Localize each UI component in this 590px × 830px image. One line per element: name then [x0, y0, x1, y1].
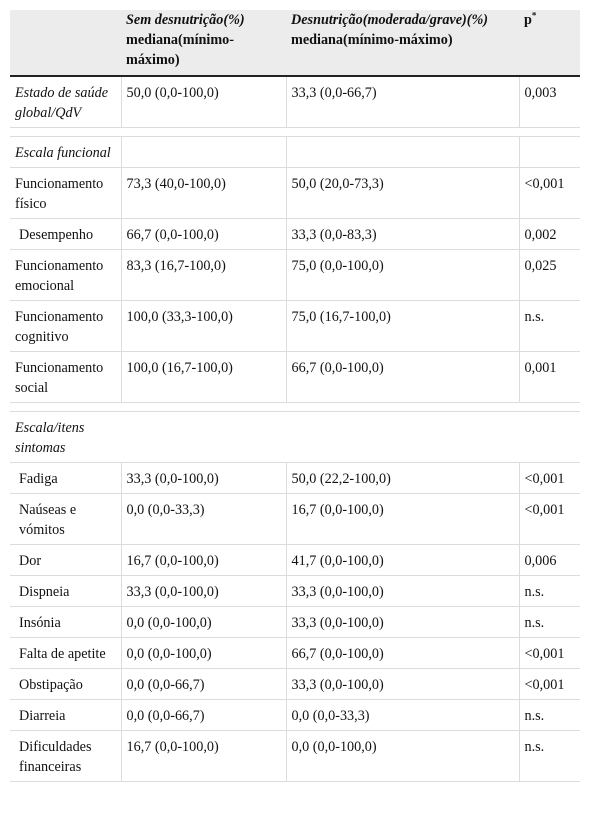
row-label: Insónia — [10, 607, 121, 638]
row-value-malnutrition: 0,0 (0,0-33,3) — [286, 700, 519, 731]
header-cell-p-value — [519, 10, 580, 76]
spacer-row — [10, 403, 580, 412]
row-p-value: 0,006 — [519, 545, 580, 576]
section-empty-cell — [121, 412, 580, 463]
row-label: Dor — [10, 545, 121, 576]
row-label: Obstipação — [10, 669, 121, 700]
table-row — [10, 301, 580, 352]
row-value-malnutrition: 50,0 (20,0-73,3) — [286, 168, 519, 219]
row-value-no-malnutrition: 50,0 (0,0-100,0) — [121, 76, 286, 128]
row-value-no-malnutrition: 33,3 (0,0-100,0) — [121, 576, 286, 607]
header-cell-no-malnutrition — [121, 10, 286, 76]
row-label: Funcionamento cognitivo — [10, 301, 121, 352]
row-value-no-malnutrition: 0,0 (0,0-66,7) — [121, 700, 286, 731]
row-value-malnutrition: 0,0 (0,0-100,0) — [286, 731, 519, 782]
table-row — [10, 545, 580, 576]
row-value-malnutrition: 33,3 (0,0-66,7) — [286, 76, 519, 128]
section-title: Escala funcional — [10, 137, 121, 168]
table-row — [10, 607, 580, 638]
table-row — [10, 168, 580, 219]
row-label: Dificuldades financeiras — [10, 731, 121, 782]
table-row — [10, 494, 580, 545]
row-value-malnutrition: 75,0 (0,0-100,0) — [286, 250, 519, 301]
row-p-value: n.s. — [519, 607, 580, 638]
row-value-malnutrition: 33,3 (0,0-100,0) — [286, 576, 519, 607]
row-value-no-malnutrition: 66,7 (0,0-100,0) — [121, 219, 286, 250]
table-row — [10, 463, 580, 494]
table-body — [10, 76, 580, 782]
header-no-malnutrition-subtitle: mediana(mínimo-máximo) — [126, 32, 234, 68]
section-symptom-scale — [10, 412, 580, 463]
table-row — [10, 250, 580, 301]
table-row-global-health — [10, 76, 580, 128]
section-empty-cell — [519, 137, 580, 168]
header-p-label: p — [524, 12, 532, 28]
row-label: Funcionamento social — [10, 352, 121, 403]
row-value-malnutrition: 33,3 (0,0-100,0) — [286, 607, 519, 638]
table-row — [10, 669, 580, 700]
row-p-value: <0,001 — [519, 494, 580, 545]
section-empty-cell — [121, 137, 286, 168]
row-p-value: n.s. — [519, 576, 580, 607]
row-label: Funcionamento emocional — [10, 250, 121, 301]
row-value-no-malnutrition: 0,0 (0,0-100,0) — [121, 638, 286, 669]
row-value-malnutrition: 33,3 (0,0-83,3) — [286, 219, 519, 250]
row-p-value: 0,025 — [519, 250, 580, 301]
table-row — [10, 638, 580, 669]
row-p-value: n.s. — [519, 731, 580, 782]
header-cell-label — [10, 10, 121, 76]
header-malnutrition-title: Desnutrição(moderada/grave)(%) — [291, 12, 489, 28]
table-row — [10, 576, 580, 607]
spacer-row — [10, 128, 580, 137]
row-label: Funcionamento físico — [10, 168, 121, 219]
row-label: Dispneia — [10, 576, 121, 607]
spacer-cell — [10, 128, 580, 137]
qol-comparison-table — [10, 10, 580, 782]
row-label: Fadiga — [10, 463, 121, 494]
row-value-no-malnutrition: 100,0 (16,7-100,0) — [121, 352, 286, 403]
row-p-value: 0,001 — [519, 352, 580, 403]
row-value-malnutrition: 50,0 (22,2-100,0) — [286, 463, 519, 494]
row-label: Diarreia — [10, 700, 121, 731]
row-value-no-malnutrition: 73,3 (40,0-100,0) — [121, 168, 286, 219]
row-value-no-malnutrition: 0,0 (0,0-33,3) — [121, 494, 286, 545]
row-value-malnutrition: 66,7 (0,0-100,0) — [286, 352, 519, 403]
table-row — [10, 352, 580, 403]
row-label: Falta de apetite — [10, 638, 121, 669]
table-row — [10, 700, 580, 731]
row-p-value: <0,001 — [519, 669, 580, 700]
row-p-value: 0,003 — [519, 76, 580, 128]
row-value-malnutrition: 75,0 (16,7-100,0) — [286, 301, 519, 352]
row-label: Estado de saúde global/QdV — [10, 76, 121, 128]
header-cell-malnutrition — [286, 10, 519, 76]
spacer-cell — [10, 403, 580, 412]
row-value-malnutrition: 16,7 (0,0-100,0) — [286, 494, 519, 545]
row-value-malnutrition: 41,7 (0,0-100,0) — [286, 545, 519, 576]
header-p-footnote-mark: * — [531, 10, 537, 21]
row-value-no-malnutrition: 0,0 (0,0-66,7) — [121, 669, 286, 700]
row-label: Naúseas e vómitos — [10, 494, 121, 545]
row-value-no-malnutrition: 100,0 (33,3-100,0) — [121, 301, 286, 352]
row-value-malnutrition: 66,7 (0,0-100,0) — [286, 638, 519, 669]
section-title: Escala/itens sintomas — [10, 412, 121, 463]
table-row — [10, 731, 580, 782]
row-value-no-malnutrition: 16,7 (0,0-100,0) — [121, 731, 286, 782]
section-functional-scale — [10, 137, 580, 168]
section-empty-cell — [286, 137, 519, 168]
row-p-value: n.s. — [519, 700, 580, 731]
table-header — [10, 10, 580, 76]
row-value-no-malnutrition: 0,0 (0,0-100,0) — [121, 607, 286, 638]
header-malnutrition-subtitle: mediana(mínimo-máximo) — [291, 32, 453, 48]
row-p-value: <0,001 — [519, 463, 580, 494]
table-row — [10, 219, 580, 250]
header-row — [10, 10, 580, 76]
row-p-value: <0,001 — [519, 168, 580, 219]
row-p-value: <0,001 — [519, 638, 580, 669]
row-p-value: 0,002 — [519, 219, 580, 250]
row-value-malnutrition: 33,3 (0,0-100,0) — [286, 669, 519, 700]
row-value-no-malnutrition: 83,3 (16,7-100,0) — [121, 250, 286, 301]
header-no-malnutrition-title: Sem desnutrição(%) — [126, 12, 245, 28]
row-p-value: n.s. — [519, 301, 580, 352]
row-label: Desempenho — [10, 219, 121, 250]
row-value-no-malnutrition: 33,3 (0,0-100,0) — [121, 463, 286, 494]
row-value-no-malnutrition: 16,7 (0,0-100,0) — [121, 545, 286, 576]
